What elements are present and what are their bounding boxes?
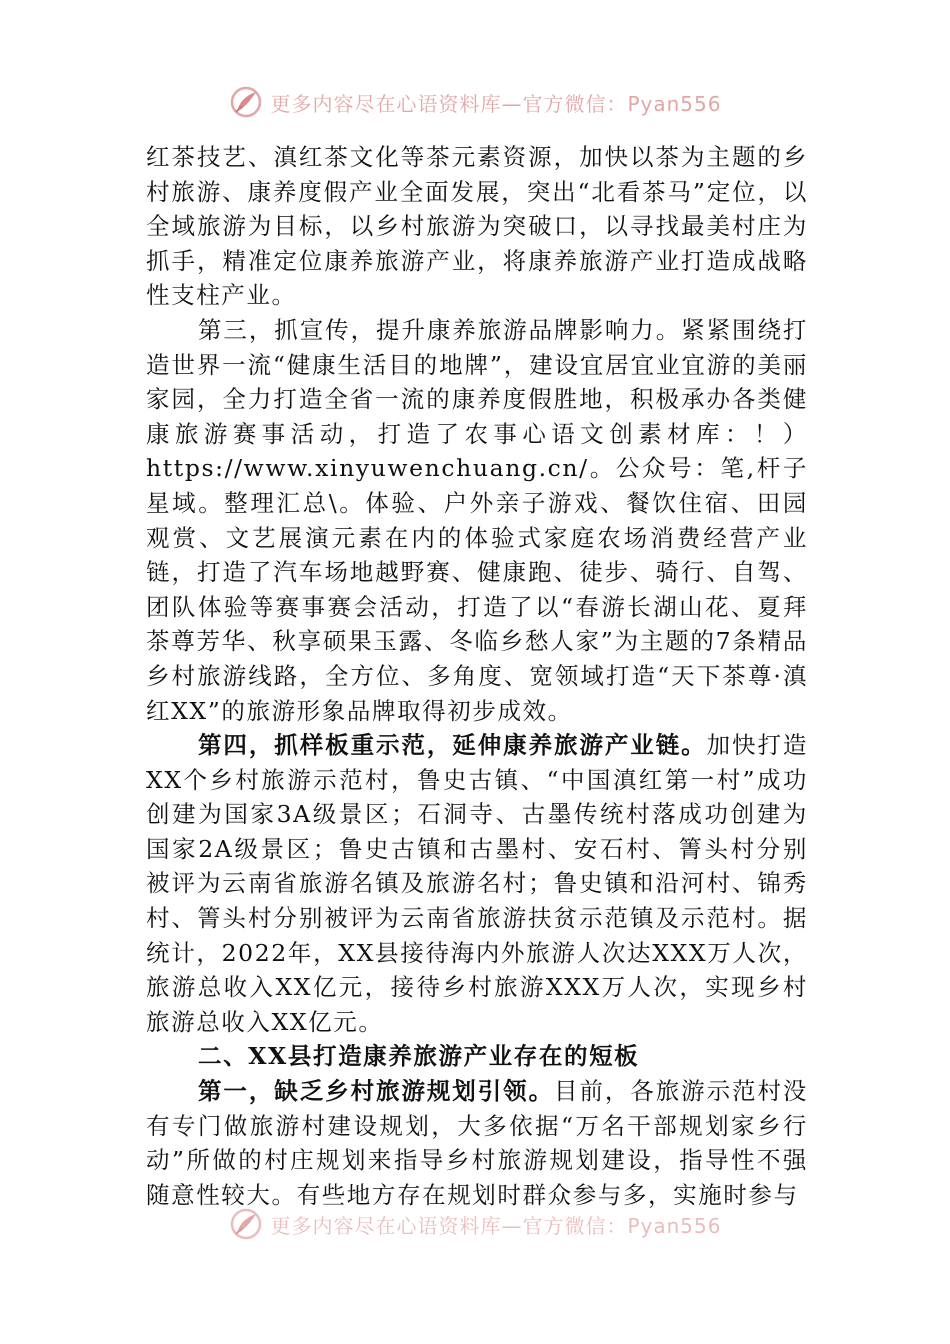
paragraph-3-lead: 第四，抓样板重示范，延伸康养旅游产业链。 — [198, 731, 707, 760]
paragraph-3 — [146, 728, 808, 1039]
paragraph-3-body: 加快打造XX个乡村旅游示范村，鲁史古镇、“中国滇红第一村”成功创建为国家3A级景区；石洞寺、古墨传统村落成功创建为国家2A级景区；鲁史古镇和古墨村、安石村、箐头村分别被评为云南省旅游名镇及旅游名村；鲁史镇和沿河村、锦秀村、箐头村分别被评为云南省旅游扶贫示范镇及示范村。据统计，2022年，XX县接待海内外旅游人次达XXX万人次，旅游总收入XX亿元，接待乡村旅游XXX万人次，实现乡村旅游总收入XX亿元。 — [146, 731, 808, 1036]
section-heading: 二、XX县打造康养旅游产业存在的短板 — [198, 1042, 640, 1071]
paragraph-2: 第三，抓宣传，提升康养旅游品牌影响力。紧紧围绕打造世界一流“健康生活目的地牌”，建设宜居宜业宜游的美丽家园，全力打造全省一流的康养度假胜地，积极承办各类健康旅游赛事活动，打造了农事心语文创素材库：！）https://www.xinyuwenchuang.cn/。公众号：笔,杆子星域。整理汇总\。体验、户外亲子游戏、餐饮住宿、田园观赏、文艺展演元素在内的体验式家庭农场消费经营产业链，打造了汽车场地越野赛、健康跑、徒步、骑行、自驾、团队体验等赛事赛会活动，打造了以“春游长湖山花、夏拜茶尊芳华、秋享硕果玉露、冬临乡愁人家”为主题的7条精品乡村旅游线路，全方位、多角度、宽领域打造“天下茶尊·滇红XX”的旅游形象品牌取得初步成效。 — [146, 315, 808, 725]
watermark-footer — [0, 1204, 950, 1244]
document-page — [146, 140, 808, 1214]
paragraph-1: 红茶技艺、滇红茶文化等茶元素资源，加快以茶为主题的乡村旅游、康养度假产业全面发展，突出“北看茶马”定位，以全域旅游为目标，以乡村旅游为突破口，以寻找最美村庄为抓手，精准定位康养旅游产业，将康养旅游产业打造成战略性支柱产业。 — [146, 143, 808, 310]
paragraph-4-body: 目前，各旅游示范村没有专门做旅游村建设规划，大多依据“万名干部规划家乡行动”所做的村庄规划来指导乡村旅游规划建设，指导性不强随意性较大。有些地方存在规划时群众参与多，实施时参与 — [146, 1077, 808, 1209]
watermark-text: 更多内容尽在心语资料库—官方微信：Pyan556 — [270, 91, 722, 116]
paragraph-4 — [146, 1074, 808, 1212]
brush-logo-icon — [228, 1206, 264, 1242]
watermark-header — [0, 82, 950, 122]
watermark-text: 更多内容尽在心语资料库—官方微信：Pyan556 — [270, 1213, 722, 1238]
brush-logo-icon — [228, 84, 264, 120]
paragraph-4-lead: 第一，缺乏乡村旅游规划引领。 — [198, 1077, 555, 1106]
